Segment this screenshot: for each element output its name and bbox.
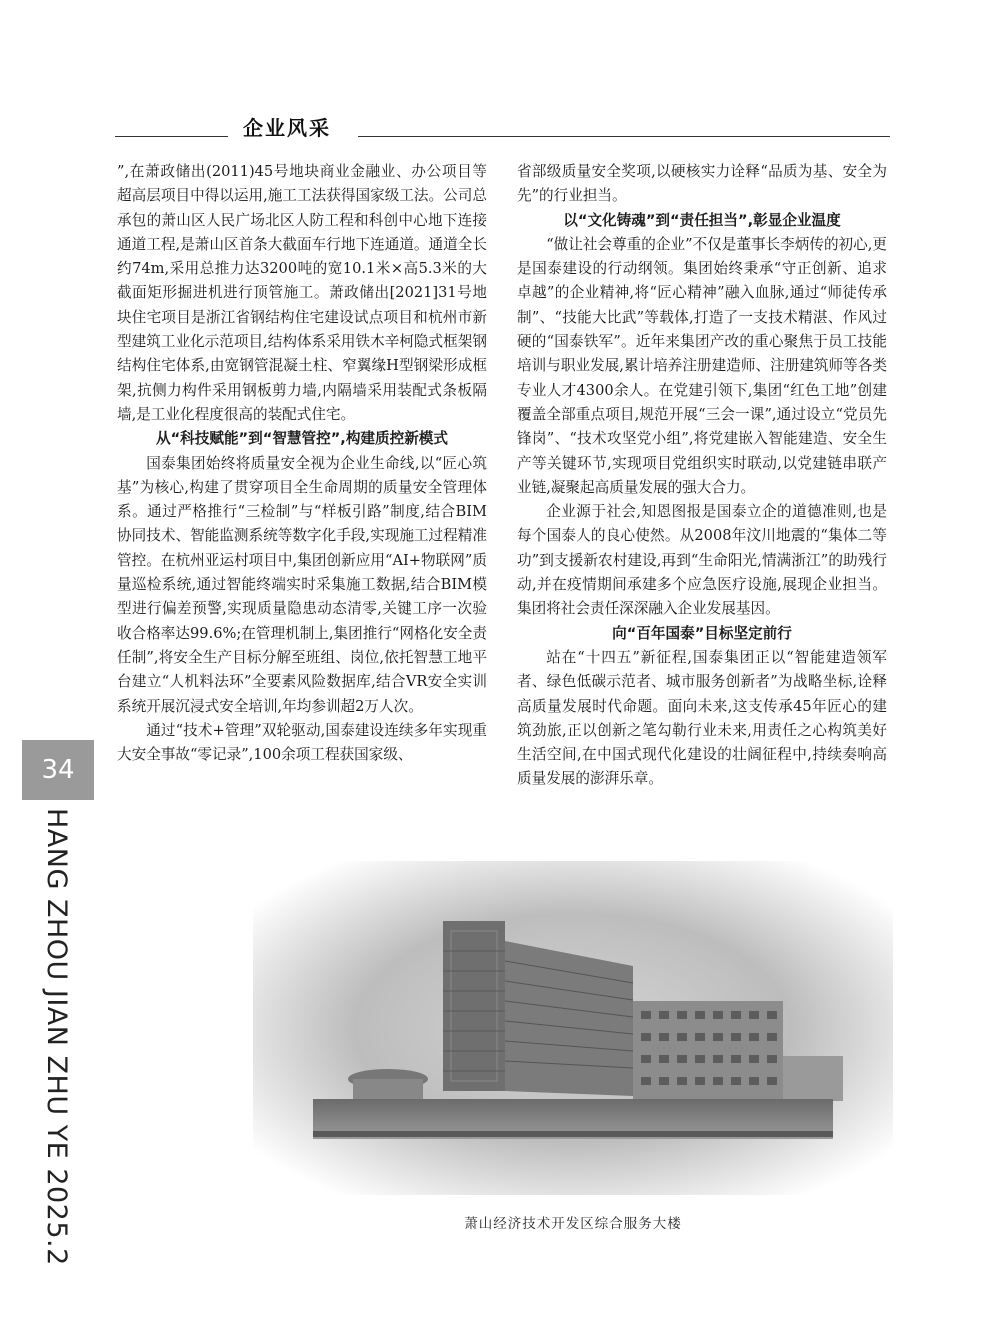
- subheading-tech-control: 从“科技赋能”到“智慧管控”,构建质控新模式: [155, 430, 448, 448]
- left-column: [117, 160, 487, 767]
- header-rule-right: [358, 136, 890, 137]
- right-column: [517, 160, 887, 792]
- left-paragraph-3: 通过“技术+管理”双轮驱动,国泰建设连续多年实现重大安全事故“零记录”,100余项工程获国家级、: [117, 721, 487, 764]
- building-illustration: [253, 861, 893, 1195]
- right-paragraph-1: 省部级质量安全奖项,以硬核实力诠释“品质为基、安全为先”的行业担当。: [517, 163, 887, 205]
- building-photo: [253, 861, 893, 1195]
- left-paragraph-1: ”,在萧政储出(2011)45号地块商业金融业、办公项目等超高层项目中得以运用,施工工法获得国家级工法。公司总承包的萧山区人民广场北区人防工程和科创中心地下连接通道工程,是萧山区首条大截面车行地下连通道。通道全长约74m,采用总推力达3200吨的宽10.1米×高5.3米的大截面矩形掘进机进行顶管施工。萧政储出[2021]31号地块住宅项目是浙江省钢结构住宅建设试点项目和杭州市新型建筑工业化示范项目,结构体系采用铁木辛柯隐式框架钢结构住宅体系,由宽钢管混凝土柱、窄翼缘H型钢梁形成框架,抗侧力构件采用钢板剪力墙,内隔墙采用装配式条板隔墙,是工业化程度很高的装配式住宅。: [117, 163, 487, 423]
- section-title: 企业风采: [243, 116, 331, 140]
- low-wing: [783, 1056, 843, 1101]
- journal-vertical-title: HANG ZHOU JIAN ZHU YE 2025.2: [41, 808, 72, 1266]
- tower-block: [443, 921, 505, 1091]
- page-number-tab: 34: [22, 740, 94, 800]
- header-rule-left: [115, 136, 228, 137]
- subheading-culture-responsibility: 以“文化铸魂”到“责任担当”,彰显企业温度: [563, 211, 841, 229]
- left-paragraph-2: 国泰集团始终将质量安全视为企业生命线,以“匠心筑基”为核心,构建了贯穿项目全生命周期的质量安全管理体系。通过严格推行“三检制”与“样板引路”制度,结合BIM协同技术、智能监测系统等数字化手段,实现施工过程精准管控。在杭州亚运村项目中,集团创新应用“AI+物联网”质量巡检系统,通过智能终端实时采集施工数据,结合BIM模型进行偏差预警,实现质量隐患动态清零,关键工序一次验收合格率达99.6%;在管理机制上,集团推行“网格化安全责任制”,将安全生产目标分解至班组、岗位,依托智慧工地平台建立“人机料法环”全要素风险数据库,结合VR安全实训系统开展沉浸式安全培训,年均参训超2万人次。: [117, 454, 487, 715]
- right-paragraph-2: “做让社会尊重的企业”不仅是董事长李炳传的初心,更是国泰建设的行动纲领。集团始终秉承“守正创新、追求卓越”的企业精神,将“匠心精神”融入血脉,通过“师徒传承制”、“技能大比武”等载体,打造了一支技术精湛、作风过硬的“国泰铁军”。近年来集团产改的重心聚焦于员工技能培训与职业发展,累计培养注册建造师、注册建筑师等各类专业人才4300余人。在党建引领下,集团“红色工地”创建覆盖全部重点项目,规范开展“三会一课”,通过设立“党员先锋岗”、“技术攻坚党小组”,将党建嵌入智能建造、安全生产等关键环节,实现项目党组织实时联动,以党建链串联产业链,凝聚起高质量发展的强大合力。: [517, 235, 887, 496]
- photo-caption: 萧山经济技术开发区综合服务大楼: [464, 1216, 682, 1232]
- subheading-century-goal: 向“百年国泰”目标坚定前行: [612, 624, 792, 642]
- grid-block: [633, 1001, 783, 1101]
- right-paragraph-4: 站在“十四五”新征程,国泰集团正以“智能建造领军者、绿色低碳示范者、城市服务创新者”为战略坐标,诠释高质量发展时代命题。面向未来,这支传承45年匠心的建筑劲旅,正以创新之笔勾勒行业未来,用责任之心构筑美好生活空间,在中国式现代化建设的壮阔征程中,持续奏响高质量发展的澎湃乐章。: [517, 648, 887, 788]
- right-paragraph-3: 企业源于社会,知恩图报是国泰立企的道德准则,也是每个国泰人的良心使然。从2008年汶川地震的“集体二等功”到支援新农村建设,再到“生命阳光,情满浙江”的助残行动,并在疫情期间承建多个应急医疗设施,展现企业担当。集团将社会责任深深融入企业发展基因。: [517, 503, 887, 618]
